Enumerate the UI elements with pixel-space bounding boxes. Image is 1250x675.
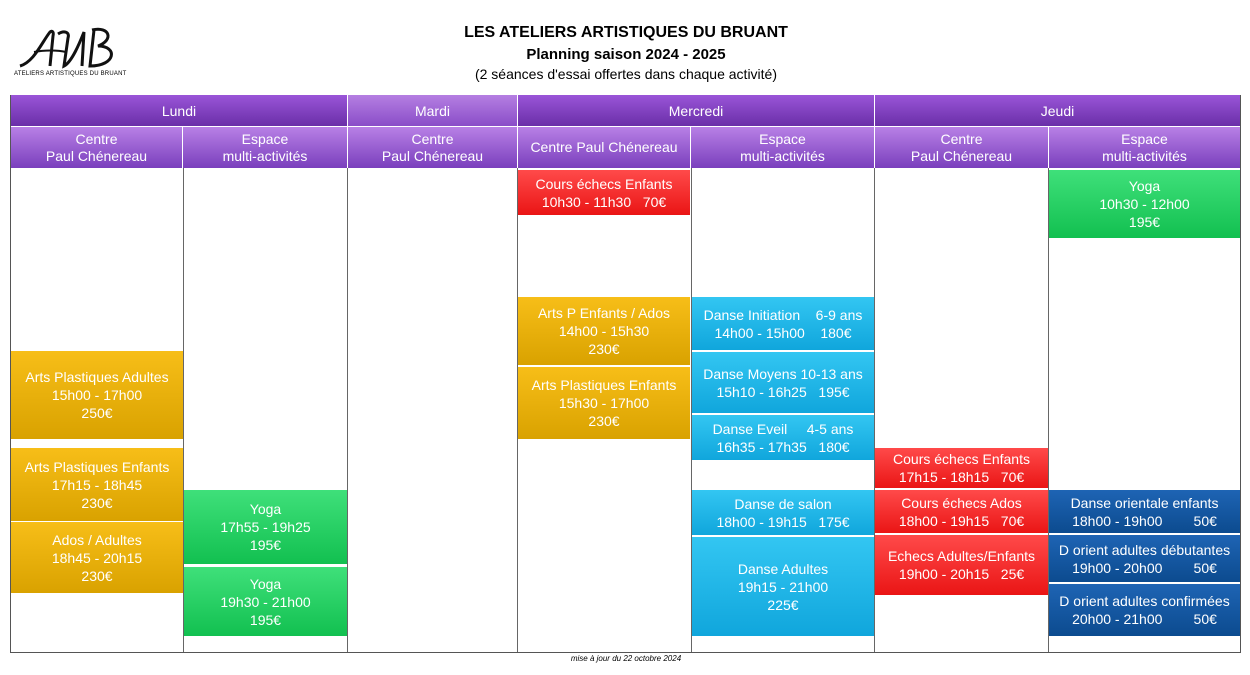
activity-name: Danse Initiation 6-9 ans <box>703 306 863 323</box>
activity-name: Danse Eveil 4-5 ans <box>712 420 854 437</box>
column-mardi-centre: Centre Paul Chénereau <box>348 126 518 168</box>
activity-name: Echecs Adultes/Enfants <box>887 548 1036 564</box>
activity-block <box>184 490 347 565</box>
activity-time-price: 18h00 - 19h00 50€ <box>1072 512 1217 529</box>
activity-block <box>1049 490 1240 534</box>
activity-block <box>1049 535 1240 583</box>
activity-price: 230€ <box>81 494 113 511</box>
activity-block <box>875 535 1048 596</box>
activity-time-price: 19h00 - 20h15 25€ <box>898 566 1025 582</box>
activity-price: 195€ <box>249 537 282 553</box>
day-header-lundi: Lundi <box>11 95 348 126</box>
activity-block <box>518 367 690 440</box>
activity-price: 250€ <box>81 405 113 421</box>
activity-price: 195€ <box>249 611 282 628</box>
activity-time: 18h45 - 20h15 <box>51 549 143 566</box>
activity-name: Cours échecs Ados <box>901 494 1022 511</box>
activity-block <box>692 490 874 536</box>
activity-block <box>692 537 874 637</box>
column-mercredi-espace: Espace multi-activités <box>691 126 875 168</box>
activity-block <box>692 352 874 414</box>
activity-time-price: 14h00 - 15h00 180€ <box>714 324 852 341</box>
page-subtitle: Planning saison 2024 - 2025 <box>526 46 726 63</box>
column-divider <box>347 168 348 652</box>
activity-name: D orient adultes confirmées <box>1059 593 1230 609</box>
activity-name: D orient adultes débutantes <box>1058 541 1231 558</box>
activity-block <box>875 490 1048 534</box>
activity-time: 17h15 - 18h45 <box>51 476 143 493</box>
activity-time-price: 15h10 - 16h25 195€ <box>716 383 850 400</box>
activity-time-price: 10h30 - 11h30 70€ <box>541 193 667 210</box>
activity-name: Arts Plastiques Adultes <box>25 369 169 385</box>
day-header-jeudi: Jeudi <box>875 95 1240 126</box>
activity-price: 230€ <box>81 567 113 584</box>
activity-price: 195€ <box>1128 214 1161 230</box>
page-note: (2 séances d'essai offertes dans chaque activité) <box>474 66 778 82</box>
activity-price: 230€ <box>588 413 620 429</box>
activity-time: 17h55 - 19h25 <box>220 519 311 535</box>
activity-block <box>518 170 690 216</box>
activity-block <box>184 567 347 637</box>
activity-time: 10h30 - 12h00 <box>1099 196 1190 212</box>
activity-time: 19h30 - 21h00 <box>220 593 311 610</box>
activity-name: Danse orientale enfants <box>1070 494 1219 511</box>
activity-name: Cours échecs Enfants <box>535 175 673 192</box>
activity-name: Arts Plastiques Enfants <box>531 377 677 393</box>
activity-name: Arts P Enfants / Ados <box>537 305 671 321</box>
column-lundi-centre: Centre Paul Chénereau <box>11 126 183 168</box>
day-header-mardi: Mardi <box>348 95 518 126</box>
activity-name: Danse Moyens 10-13 ans <box>703 365 863 382</box>
activity-name: Danse Adultes <box>737 560 829 577</box>
activity-time-price: 17h15 - 18h15 70€ <box>898 469 1025 485</box>
page-title: LES ATELIERS ARTISTIQUES DU BRUANT <box>464 24 788 41</box>
activity-price: 230€ <box>588 341 620 357</box>
activity-name: Arts Plastiques Enfants <box>24 458 170 475</box>
activity-block <box>1049 170 1240 239</box>
activity-time: 19h15 - 21h00 <box>737 578 829 595</box>
logo-subtitle: ATELIERS ARTISTIQUES DU BRUANT <box>14 71 127 77</box>
activity-name: Yoga <box>1128 178 1161 194</box>
activity-time-price: 19h00 - 20h00 50€ <box>1072 559 1217 576</box>
update-note: mise à jour du 22 octobre 2024 <box>570 654 682 663</box>
activity-name: Yoga <box>249 575 282 592</box>
activity-block <box>875 448 1048 489</box>
activity-time-price: 18h00 - 19h15 175€ <box>716 513 850 530</box>
activity-time-price: 20h00 - 21h00 50€ <box>1072 611 1217 627</box>
activity-block <box>518 297 690 366</box>
activity-time: 15h00 - 17h00 <box>51 387 143 403</box>
activity-name: Yoga <box>249 501 282 517</box>
activity-name: Ados / Adultes <box>52 531 142 548</box>
day-header-mercredi: Mercredi <box>518 95 875 126</box>
activity-name: Cours échecs Enfants <box>893 451 1030 467</box>
activity-block <box>1049 584 1240 637</box>
activity-time: 14h00 - 15h30 <box>558 323 650 339</box>
activity-block <box>11 522 183 594</box>
activity-name: Danse de salon <box>734 495 832 512</box>
activity-price: 225€ <box>767 596 799 613</box>
activity-block <box>692 297 874 351</box>
activity-time-price: 18h00 - 19h15 70€ <box>898 512 1025 529</box>
column-jeudi-centre: Centre Paul Chénereau <box>875 126 1049 168</box>
activity-block <box>11 448 183 522</box>
column-mercredi-centre: Centre Paul Chénereau <box>518 126 691 168</box>
activity-time-price: 16h35 - 17h35 180€ <box>716 438 850 455</box>
column-jeudi-espace: Espace multi-activités <box>1049 126 1240 168</box>
activity-block <box>11 351 183 440</box>
activity-time: 15h30 - 17h00 <box>558 395 650 411</box>
activity-block <box>692 415 874 461</box>
column-lundi-espace: Espace multi-activités <box>183 126 348 168</box>
